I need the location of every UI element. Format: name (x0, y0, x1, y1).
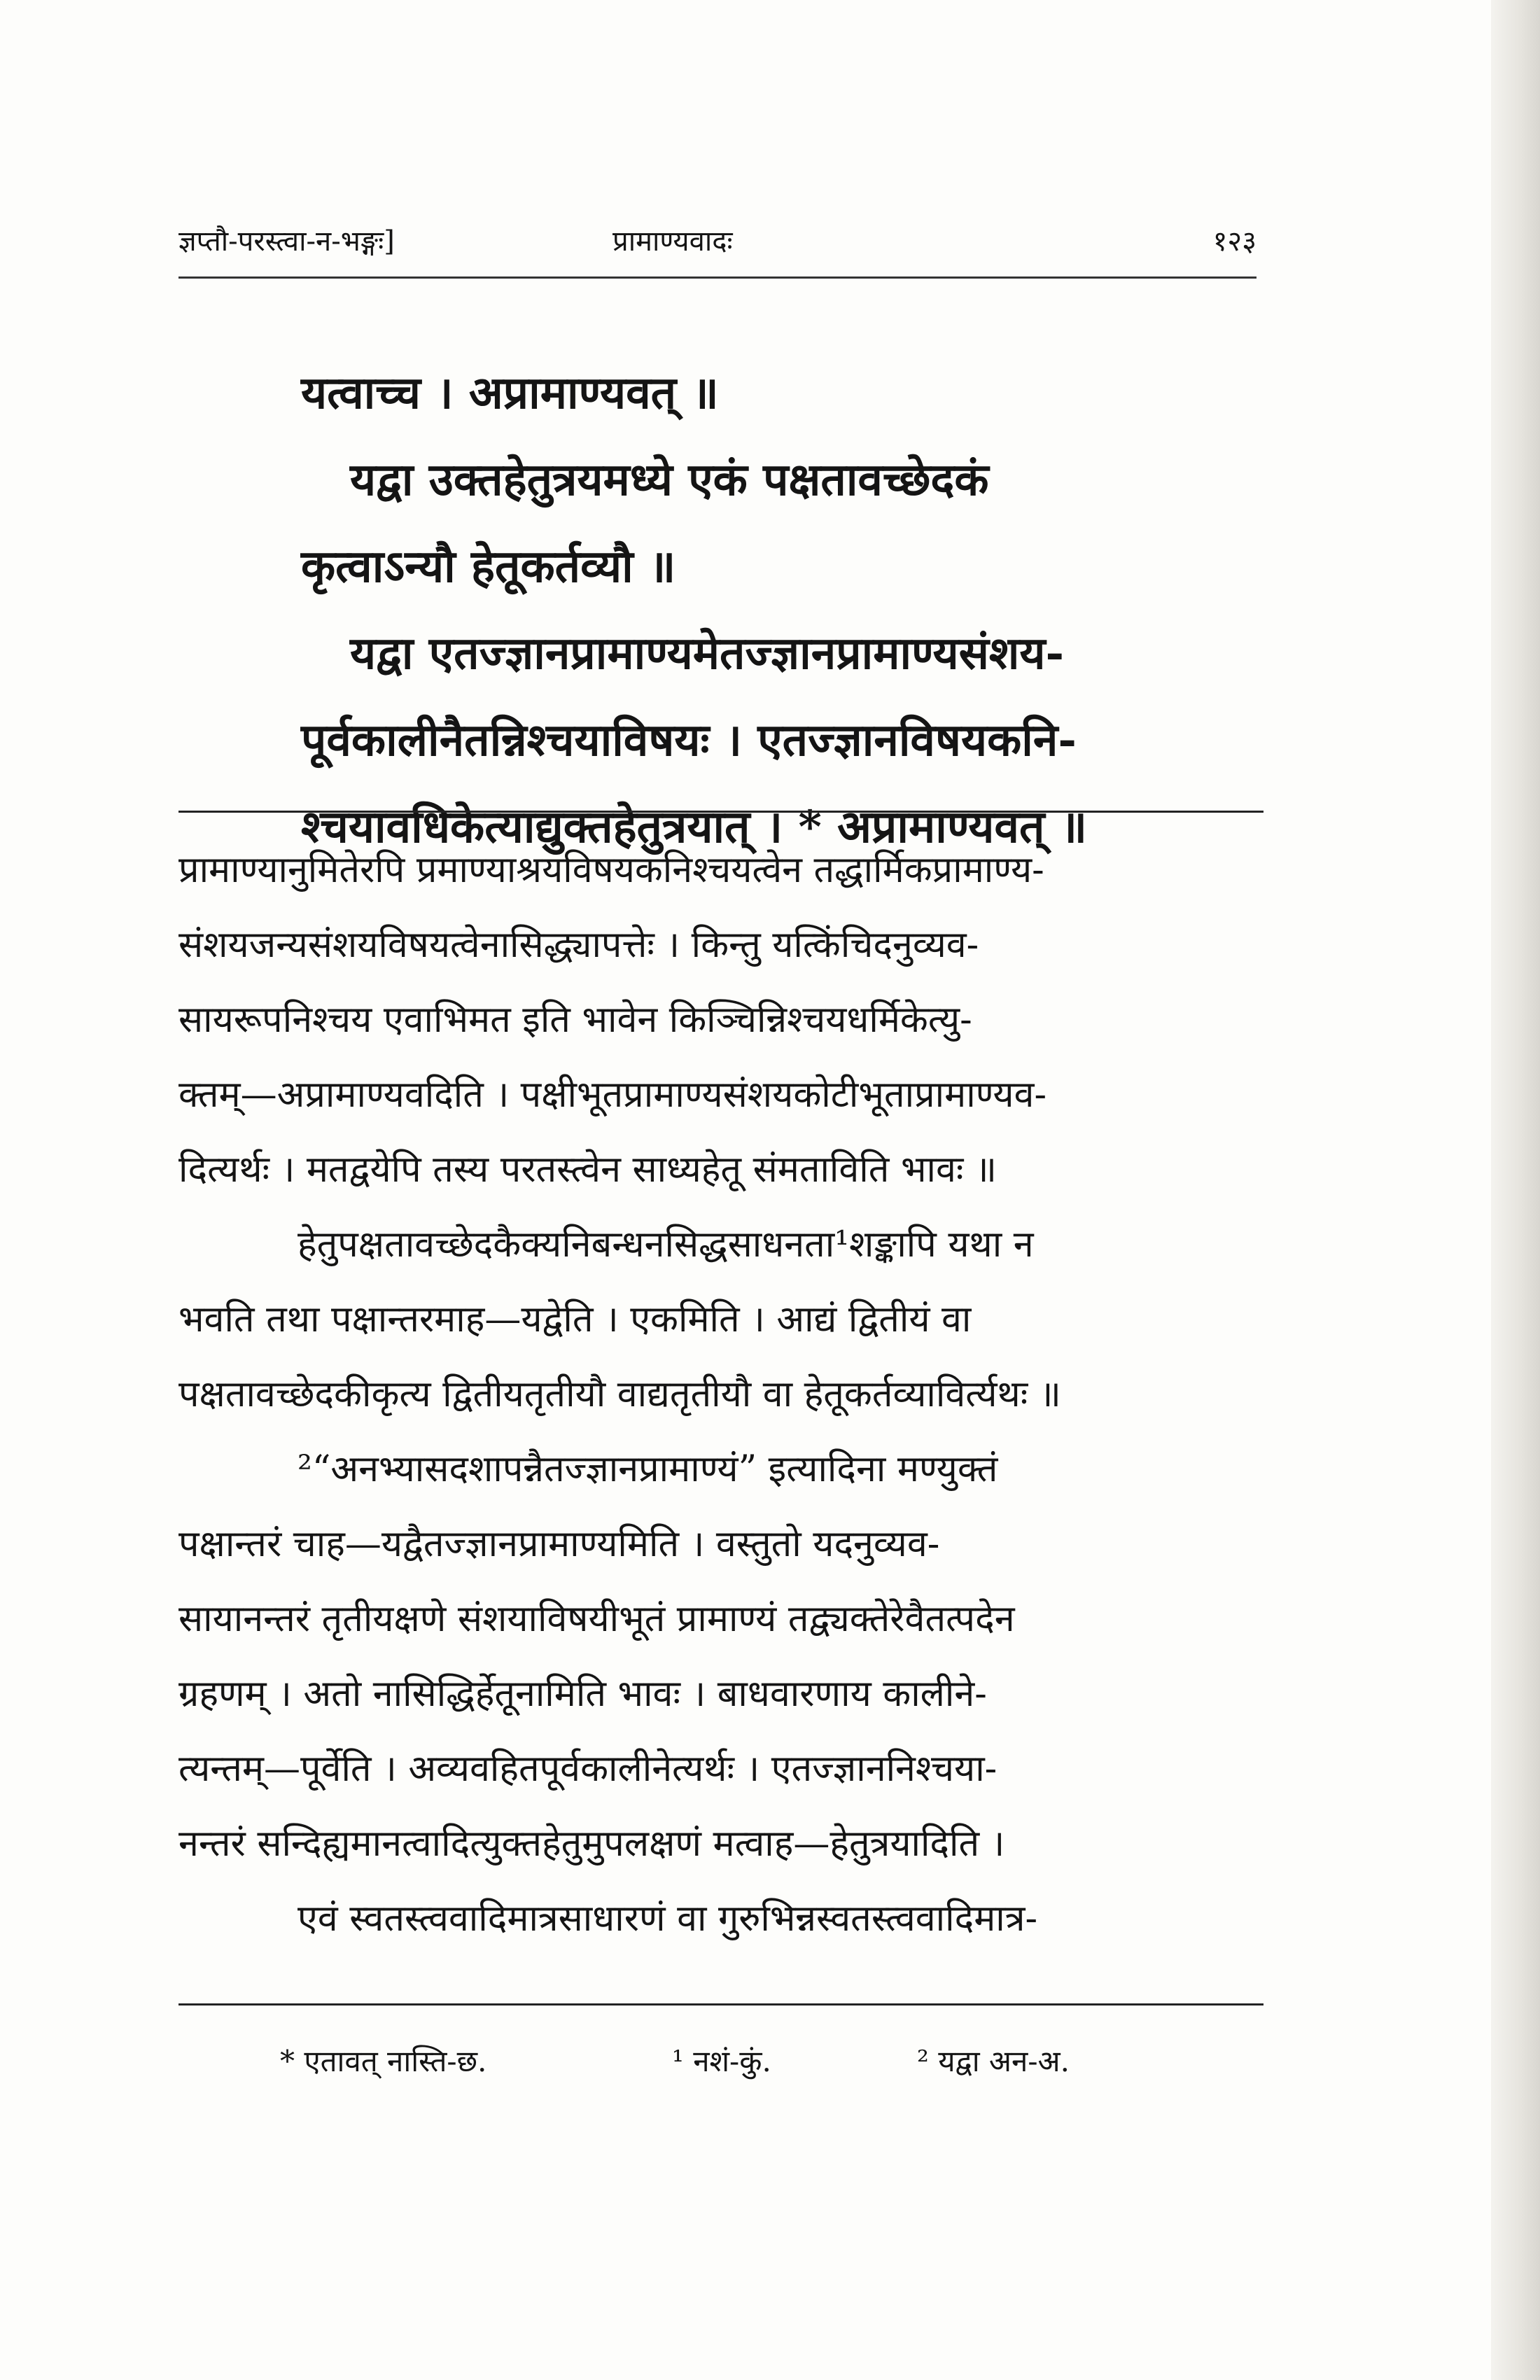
commentary-line: पक्षान्तरं चाह—यद्वैतज्ज्ञानप्रामाण्यमिति । वस्तुतो यदनुव्यव- (178, 1523, 940, 1565)
commentary-line: ²“अनभ्यासदशापन्नैतज्ज्ञानप्रामाण्यं” इत्यादिना मण्युक्तं (298, 1448, 998, 1490)
commentary-line: प्रामाण्यानुमितेरपि प्रमाण्याश्रयविषयकनिश्चयत्वेन तद्धार्मिकप्रामाण्य- (178, 849, 1044, 891)
commentary-line: नन्तरं सन्दिह्यमानत्वादित्युक्तहेतुमुपलक्षणं मत्वाह—हेतुत्रयादिति । (178, 1823, 1005, 1865)
commentary-line: क्तम्—अप्रामाण्यवदिति । पक्षीभूतप्रामाण्यसंशयकोटीभूताप्रामाण्यव- (178, 1074, 1047, 1116)
page-number: १२३ (1212, 225, 1256, 258)
commentary-line: ग्रहणम् । अतो नासिद्धिर्हेतूनामिति भावः । बाधवारणाय कालीने- (178, 1673, 987, 1715)
header-chapter-title: प्रामाण्यवादः (612, 225, 733, 258)
header-section-title: ज्ञप्तौ-परस्त्वा-न-भङ्गः] (178, 225, 395, 258)
root-text-line: यद्वा एतज्ज्ञानप्रामाण्यमेतज्ज्ञानप्रामाण्यसंशय- (350, 627, 1065, 680)
commentary-line: सायरूपनिश्चय एवाभिमत इति भावेन किञ्चिन्निश्चयधर्मिकेत्यु- (178, 999, 972, 1041)
commentary-line: दित्यर्थः । मतद्वयेपि तस्य परतस्त्वेन साध्यहेतू संमताविति भावः ॥ (178, 1149, 997, 1191)
page-spine-shadow (1491, 0, 1540, 2380)
root-text-line: यद्वा उक्तहेतुत्रयमध्ये एकं पक्षतावच्छेदकं (350, 454, 989, 506)
commentary-line: सायानन्तरं तृतीयक्षणे संशयाविषयीभूतं प्रामाण्यं तद्व्यक्तेरेवैतत्पदेन (178, 1598, 1015, 1640)
root-text-block (301, 350, 1239, 871)
commentary-line: हेतुपक्षतावच्छेदकैक्यनिबन्धनसिद्धसाधनता¹शङ्कापि यथा न (298, 1224, 1034, 1266)
commentary-line: त्यन्तम्—पूर्वेति । अव्यवहितपूर्वकालीनेत्यर्थः । एतज्ज्ञाननिश्चया- (178, 1748, 997, 1790)
commentary-line: संशयजन्यसंशयविषयत्वेनासिद्ध्यापत्तेः । किन्तु यत्किंचिदनुव्यव- (178, 924, 979, 966)
footnote: * एतावत् नास्ति-छ. (280, 2044, 487, 2078)
text-commentary-divider (178, 811, 1264, 813)
root-text-line: कृत्वाऽन्यौ हेतूकर्तव्यौ ॥ (301, 540, 676, 593)
root-text-line: श्चयावधिकेत्याद्युक्तहेतुत्रयात् । * अप्रामाण्यवत् ॥ (301, 801, 1088, 853)
commentary-line: भवति तथा पक्षान्तरमाह—यद्वेति । एकमिति । आद्यं द्वितीयं वा (178, 1298, 972, 1340)
header-divider (178, 276, 1256, 279)
footnote: ² यद्वा अन-अ. (917, 2044, 1070, 2078)
footnote-divider (178, 2003, 1264, 2005)
running-header (178, 206, 1256, 270)
commentary-line: एवं स्वतस्त्ववादिमात्रसाधारणं वा गुरुभिन्नस्वतस्त्ववादिमात्र- (298, 1898, 1038, 1940)
root-text-line: पूर्वकालीनैतन्निश्चयाविषयः । एतज्ज्ञानविषयकनि- (301, 714, 1077, 766)
footnotes (280, 2040, 1260, 2082)
commentary-block (178, 833, 1264, 1956)
commentary-line: पक्षतावच्छेदकीकृत्य द्वितीयतृतीयौ वाद्यतृतीयौ वा हेतूकर्तव्याविर्त्यथः ॥ (178, 1373, 1061, 1415)
root-text-line: यत्वाच्च । अप्रामाण्यवत् ॥ (301, 367, 719, 419)
footnote: ¹ नशं-कुं. (672, 2044, 771, 2078)
